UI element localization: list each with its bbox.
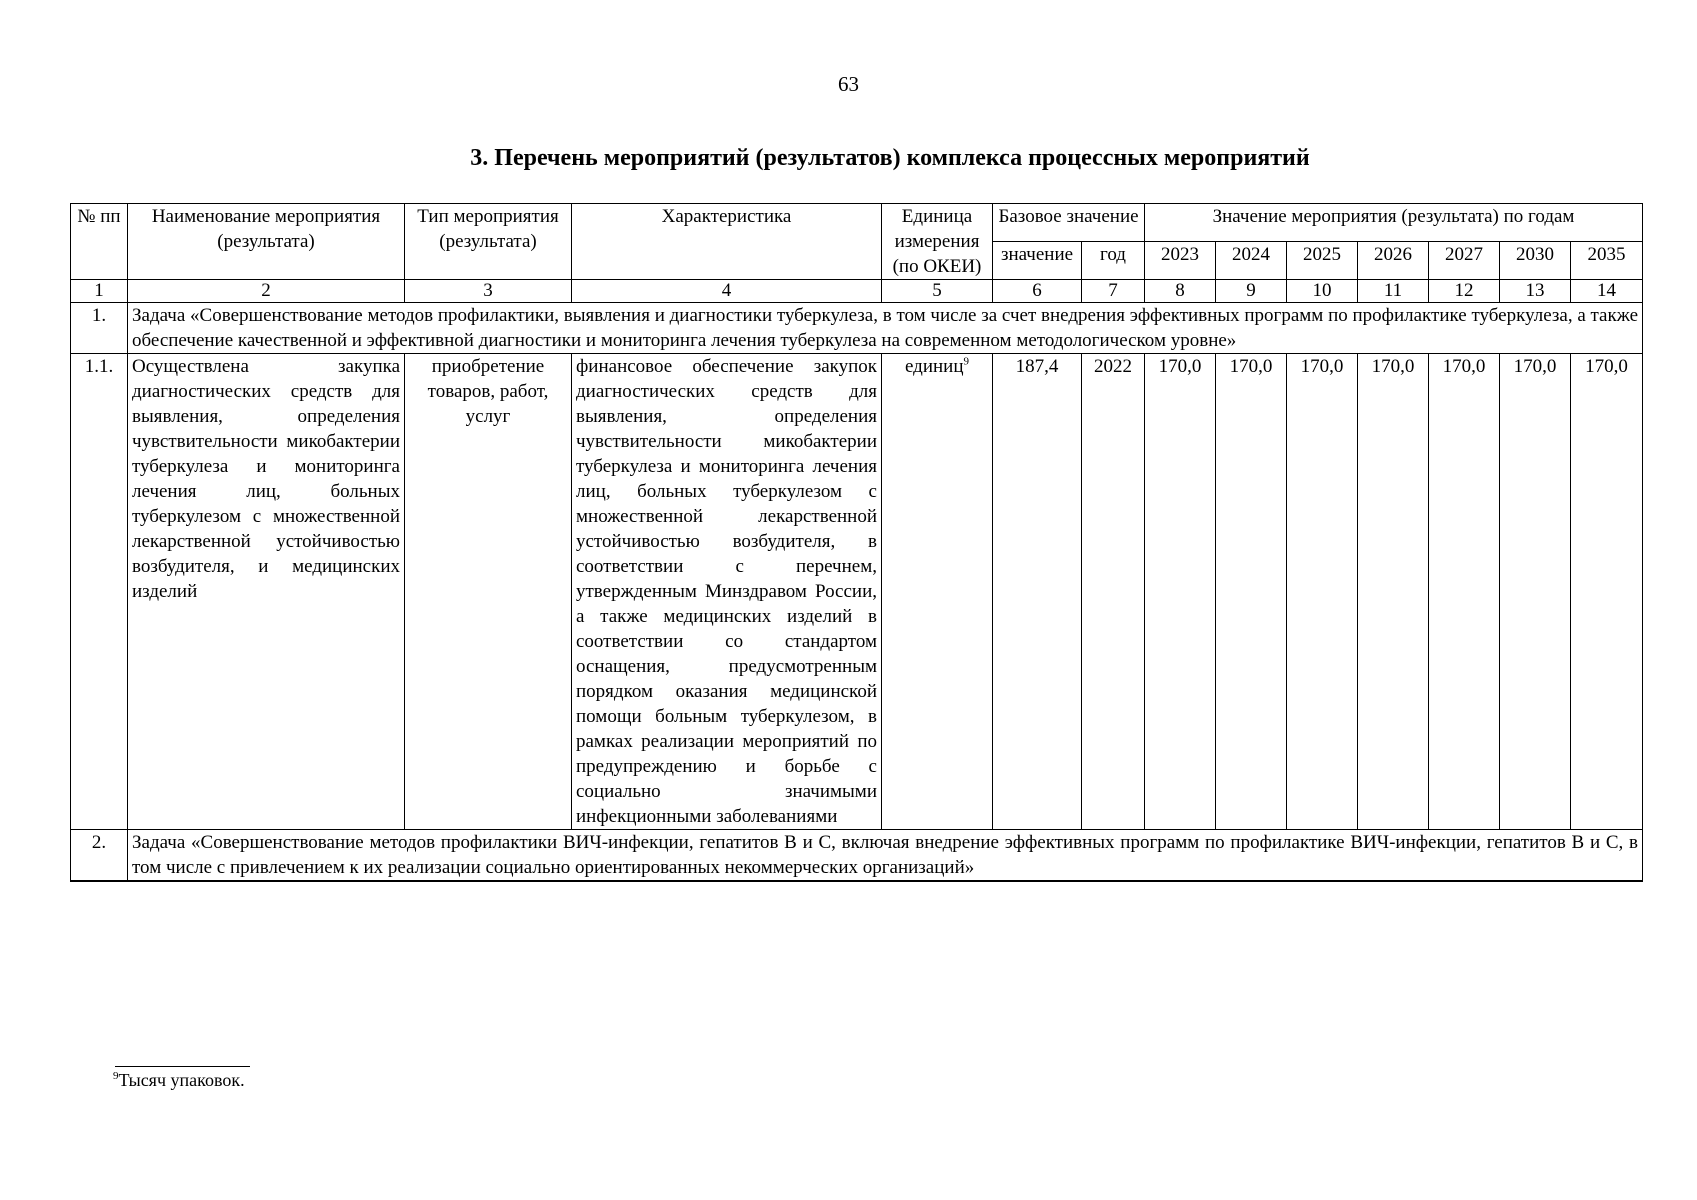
row-1-1-unit: единиц: [904, 356, 964, 377]
column-number: 8: [1145, 280, 1216, 303]
column-number: 1: [71, 280, 128, 303]
row-1-1-name: Осуществлена закупка диагностических средств для выявления, определения чувствительности микобактерии туберкулеза и мониторинга лечения лиц, больных туберкулезом с множественной лекарственной устойчивостью возбудителя, и медицинских изделий: [128, 354, 405, 830]
footnote-ref: 9: [963, 355, 970, 368]
column-number: 9: [1216, 280, 1287, 303]
row-1-1-base-year: 2022: [1082, 354, 1145, 830]
row-1-1-base-value: 187,4: [993, 354, 1082, 830]
header-year-2023: 2023: [1145, 242, 1216, 280]
header-year-2025: 2025: [1287, 242, 1358, 280]
header-values-by-year: Значение мероприятия (результата) по годам: [1145, 204, 1643, 242]
task-2-num: 2.: [71, 830, 128, 882]
column-number: 3: [405, 280, 572, 303]
table-row-1-1: [71, 354, 1643, 830]
header-year-2026: 2026: [1358, 242, 1429, 280]
measures-table: [70, 203, 1643, 882]
page-number: 63: [838, 72, 859, 96]
column-number: 12: [1429, 280, 1500, 303]
header-year-2027: 2027: [1429, 242, 1500, 280]
task-row-2: [71, 830, 1643, 882]
row-1-1-value-2030: 170,0: [1500, 354, 1571, 830]
column-number: 11: [1358, 280, 1429, 303]
row-1-1-value-2025: 170,0: [1287, 354, 1358, 830]
row-1-1-value-2026: 170,0: [1358, 354, 1429, 830]
footnote: [113, 1070, 245, 1091]
row-1-1-value-2024: 170,0: [1216, 354, 1287, 830]
footnote-divider: [115, 1066, 250, 1067]
header-num: № пп: [71, 204, 128, 280]
row-1-1-value-2035: 170,0: [1571, 354, 1643, 830]
column-number: 6: [993, 280, 1082, 303]
header-unit: Единица измерения (по ОКЕИ): [882, 204, 993, 280]
footnote-text: Тысяч упаковок.: [118, 1070, 245, 1090]
column-number-row: [71, 280, 1643, 303]
task-1-num: 1.: [71, 303, 128, 354]
row-1-1-unit-cell: [882, 354, 993, 830]
header-base-value: значение: [993, 242, 1082, 280]
row-1-1-num: 1.1.: [71, 354, 128, 830]
column-number: 14: [1571, 280, 1643, 303]
column-number: 2: [128, 280, 405, 303]
task-2-text: Задача «Совершенствование методов профилактики ВИЧ-инфекции, гепатитов В и С, включая внедрение эффективных программ по профилактике ВИЧ-инфекции, гепатитов В и С, в том числе с привлечением к их реализации социально ориентированных некоммерческих организаций»: [128, 830, 1643, 882]
row-1-1-type: приобретение товаров, работ, услуг: [405, 354, 572, 830]
task-1-text: Задача «Совершенствование методов профилактики, выявления и диагностики туберкулеза, в том числе за счет внедрения эффективных программ по профилактике туберкулеза, а также обеспечение качественной и эффективной диагностики и мониторинга лечения туберкулеза на современном методологическом уровне»: [128, 303, 1643, 354]
footnote-mark: 9: [113, 1070, 119, 1082]
page-title: 3. Перечень мероприятий (результатов) комплекса процессных мероприятий: [470, 145, 1310, 171]
header-base-year: год: [1082, 242, 1145, 280]
header-row-1: [71, 204, 1643, 242]
column-number: 10: [1287, 280, 1358, 303]
header-characteristic: Характеристика: [572, 204, 882, 280]
column-number: 7: [1082, 280, 1145, 303]
header-name: Наименование мероприятия (результата): [128, 204, 405, 280]
row-1-1-value-2023: 170,0: [1145, 354, 1216, 830]
header-year-2030: 2030: [1500, 242, 1571, 280]
header-base: Базовое значение: [993, 204, 1145, 242]
header-year-2024: 2024: [1216, 242, 1287, 280]
column-number: 13: [1500, 280, 1571, 303]
column-number: 4: [572, 280, 882, 303]
column-number: 5: [882, 280, 993, 303]
task-row-1: [71, 303, 1643, 354]
header-type: Тип мероприятия (результата): [405, 204, 572, 280]
row-1-1-value-2027: 170,0: [1429, 354, 1500, 830]
header-year-2035: 2035: [1571, 242, 1643, 280]
row-1-1-characteristic: финансовое обеспечение закупок диагностических средств для выявления, определения чувствительности микобактерии туберкулеза и мониторинга лечения лиц, больных туберкулезом с множественной лекарственной устойчивостью возбудителя, в соответствии с перечнем, утвержденным Минздравом России, а также медицинских изделий в соответствии со стандартом оснащения, предусмотренным порядком оказания медицинской помощи больным туберкулезом, в рамках реализации мероприятий по предупреждению и борьбе с социально значимыми инфекционными заболеваниями: [572, 354, 882, 830]
